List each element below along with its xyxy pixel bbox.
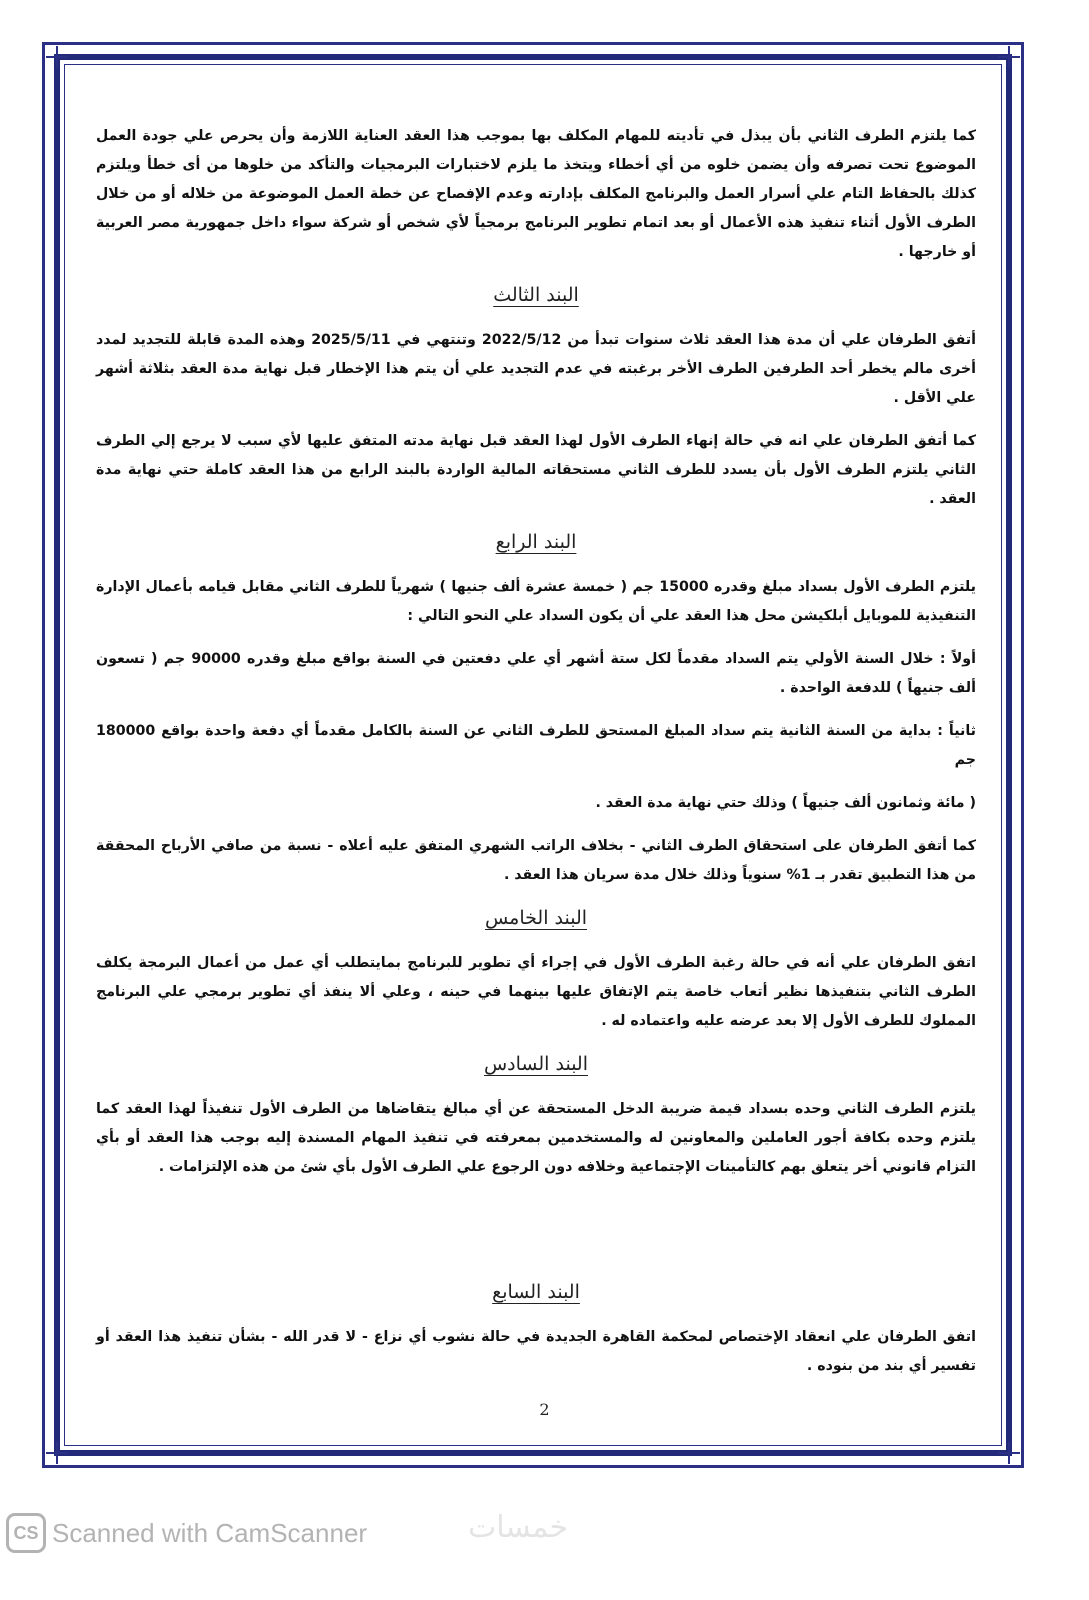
section6-paragraph: يلتزم الطرف الثاني وحده بسداد قيمة ضريبة الدخل المستحقة عن أي مبالغ يتقاضاها من الطرف الأول تنفيذاً لهذا العقد كما يلتزم وحده بكافة أجور العاملين والمعاونين له والمستخدمين بمعرفته في تنفيذ المهام المسندة إليه بوجب هذا العقد أو بأي التزام قانوني أخر يتعلق بهم كالتأمينات الإجتماعية وخلافه دون الرجوع علي الطرف الأول بأي شئ من هذه الإلتزامات .: [96, 1101, 976, 1175]
section-heading-fifth: البند الخامس: [484, 907, 588, 929]
corner-ornament-icon: [46, 1442, 68, 1464]
section-heading-seventh: البند السابع: [492, 1281, 580, 1303]
page-number: 2: [539, 1400, 550, 1419]
section3-paragraph: كما أتفق الطرفان علي انه في حالة إنهاء الطرف الأول لهذا العقد قبل نهاية مدته المتفق عليها لأي سبب لا يرجع إلي الطرف الثاني يلتزم الطرف الأول بأن يسدد للطرف الثاني مستحقاته المالية الواردة بالبند الرابع من هذا العقد كاملة حتي نهاية مدة العقد .: [96, 433, 976, 507]
section5-paragraph: اتفق الطرفان علي أنه في حالة رغبة الطرف الأول في إجراء أي تطوير للبرنامج بمايتطلب أي عمل من أعمال البرمجة يكلف الطرف الثاني بتنفيذها نظير أتعاب خاصة يتم الإتفاق عليها بينهما في حينه ، وعلي ألا ينفذ أي تطوير برمجي علي البرنامج المملوك للطرف الأول إلا بعد عرضه عليه واعتماده له .: [96, 955, 976, 1029]
camscanner-logo-icon: CS: [6, 1513, 46, 1553]
document-body: [96, 122, 976, 1395]
section-heading-sixth: البند السادس: [483, 1053, 588, 1075]
section7-paragraph: اتفق الطرفان علي انعقاد الإختصاص لمحكمة القاهرة الجديدة في حالة نشوب أي نزاع - لا قدر الله - بشأن تنفيذ هذا العقد أو تفسير أي بند من بنوده .: [96, 1329, 976, 1374]
corner-ornament-icon: [998, 46, 1020, 68]
section4-paragraph: يلتزم الطرف الأول بسداد مبلغ وقدره 15000 جم ( خمسة عشرة ألف جنيها ) شهرياً للطرف الثاني مقابل قيامه بأعمال الإدارة التنفيذية للموبايل أبلكيشن محل هذا العقد علي أن يكون السداد علي النحو التالي :: [96, 579, 976, 624]
section-heading-third: البند الثالث: [493, 284, 579, 306]
site-watermark: خمسات: [468, 1510, 569, 1545]
section4-paragraph: أولاً : خلال السنة الأولي يتم السداد مقدماً لكل ستة أشهر أي علي دفعتين في السنة بواقع مبلغ وقدره 90000 جم ( تسعون ألف جنيهاً ) للدفعة الواحدة .: [96, 651, 976, 696]
section4-paragraph: كما أتفق الطرفان على استحقاق الطرف الثاني - بخلاف الراتب الشهري المتفق عليه أعلاه - نسبة من صافي الأرباح المحققة من هذا التطبيق تقدر بـ 1% سنوياً وذلك خلال مدة سريان هذا العقد .: [96, 838, 976, 883]
intro-paragraph: كما يلتزم الطرف الثاني بأن يبذل في تأديته للمهام المكلف بها بموجب هذا العقد العناية اللازمة وأن يحرص علي جودة العمل الموضوع تحت تصرفه وأن يضمن خلوه من أي أخطاء ويتخذ ما يلزم لاختبارات البرمجيات والتأكد من خلوها من أى خطأ ويلتزم كذلك بالحفاظ التام علي أسرار العمل والبرنامج المكلف بإدارته وعدم الإفصاح عن خطة العمل الموضوعة من خلاله أو من خلال الطرف الأول أثناء تنفيذ هذه الأعمال أو بعد اتمام تطوير البرنامج برمجياً لأي شخص أو شركة سواء داخل جمهورية مصر العربية أو خارجها .: [96, 128, 976, 260]
corner-ornament-icon: [998, 1442, 1020, 1464]
section-heading-fourth: البند الرابع: [495, 531, 577, 553]
corner-ornament-icon: [46, 46, 68, 68]
camscanner-watermark: [6, 1513, 367, 1553]
section4-paragraph: ثانياً : بداية من السنة الثانية يتم سداد المبلغ المستحق للطرف الثاني عن السنة بالكامل مقدماً أي دفعة واحدة بواقع 180000 جم: [96, 723, 976, 768]
camscanner-text: Scanned with CamScanner: [52, 1517, 368, 1548]
section4-paragraph: ( مائة وثمانون ألف جنيهاً ) وذلك حتي نهاية مدة العقد .: [595, 795, 976, 811]
section3-paragraph: أتفق الطرفان علي أن مدة هذا العقد ثلاث سنوات تبدأ من 2022/5/12 وتنتهي في 2025/5/11 وهذه المدة قابلة للتجديد لمدد أخرى مالم يخطر أحد الطرفين الطرف الأخر برغبته في عدم التجديد علي أن يتم هذا الإخطار قبل نهاية مدة العقد بثلاثة أشهر علي الأقل .: [96, 332, 976, 406]
